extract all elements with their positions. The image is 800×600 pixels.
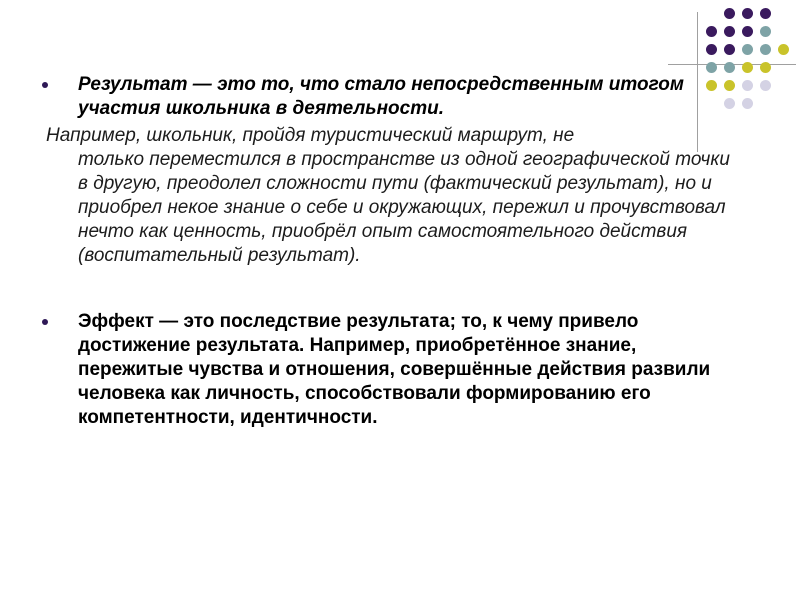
decorative-dot [706, 62, 717, 73]
decorative-dot [742, 26, 753, 37]
decorative-dot [742, 8, 753, 19]
decorative-dot [760, 62, 771, 73]
decorative-dot [724, 44, 735, 55]
decorative-dot [778, 44, 789, 55]
decorative-dot [760, 80, 771, 91]
effect-text: Эффект — это последствие результата; то, к чему привело достижение результата. Например, приобретённое знание, пережитые чувства и отношения, совершённые действия развили человека как личность, способствовали формированию его компетентности, идентичности. [78, 311, 711, 428]
example-paragraph [46, 124, 736, 268]
decorative-dot [760, 44, 771, 55]
decorative-dot [760, 8, 771, 19]
decorative-dot [706, 44, 717, 55]
decorative-dot [742, 98, 753, 109]
example-first-line: Например, школьник, пройдя туристический маршрут, не [46, 125, 575, 146]
example-rest: только переместился в пространстве из одной географической точки в другую, преодолел сложности пути (фактический результат), но и приобрел некое знание о себе и окружающих, пережил и прочувствовал нечто как ценность, приобрёл опыт самостоятельного действия (воспитательный результат). [78, 149, 730, 266]
decorative-dot [742, 62, 753, 73]
decorative-dot [760, 26, 771, 37]
bullet-marker [42, 82, 48, 88]
decorative-dot [742, 44, 753, 55]
bullet-result [46, 73, 736, 121]
decorative-dot [724, 26, 735, 37]
decorative-dot [742, 80, 753, 91]
decorative-dot [724, 62, 735, 73]
result-text: Результат — это то, что стало непосредственным итогом участия школьника в деятельности. [78, 74, 684, 119]
decorative-dot [724, 8, 735, 19]
bullet-effect [46, 310, 736, 430]
decorative-dot [706, 26, 717, 37]
bullet-marker [42, 319, 48, 325]
